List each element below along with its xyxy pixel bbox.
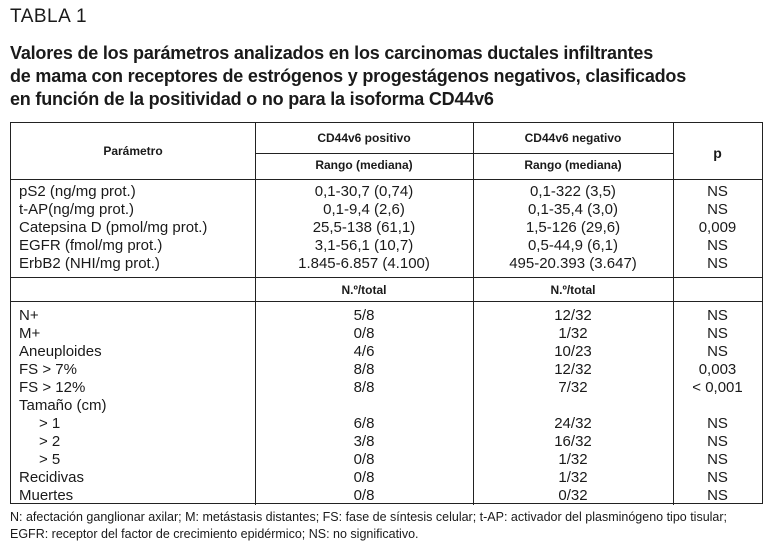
p-cell: NS bbox=[707, 201, 728, 218]
param-cell: > 5 bbox=[39, 451, 61, 468]
row-divider bbox=[11, 301, 762, 302]
value-cell: 0,1-9,4 (2,6) bbox=[323, 201, 405, 218]
value-cell: 5/8 bbox=[353, 307, 375, 324]
data-table bbox=[10, 122, 763, 504]
value-cell: 6/8 bbox=[353, 415, 375, 432]
value-cell: 1/32 bbox=[558, 469, 588, 486]
param-cell: Recidivas bbox=[19, 469, 85, 486]
title-line: en función de la positividad o no para la isoforma CD44v6 bbox=[10, 89, 494, 109]
value-cell: 0,5-44,9 (6,1) bbox=[527, 237, 619, 254]
title-line: de mama con receptores de estrógenos y progestágenos negativos, clasificados bbox=[10, 66, 687, 86]
header-rango-positivo: Rango (mediana) bbox=[315, 158, 413, 172]
param-cell: > 2 bbox=[39, 433, 61, 450]
value-cell: 24/32 bbox=[554, 415, 592, 432]
value-cell: 0/8 bbox=[353, 487, 375, 504]
value-cell: 3/8 bbox=[353, 433, 375, 450]
value-cell: 1,5-126 (29,6) bbox=[525, 219, 621, 236]
p-cell: NS bbox=[707, 183, 728, 200]
param-cell: FS > 7% bbox=[19, 361, 77, 378]
value-cell: 7/32 bbox=[558, 379, 588, 396]
value-cell: 3,1-56,1 (10,7) bbox=[314, 237, 414, 254]
p-cell: NS bbox=[707, 487, 728, 504]
p-cell: NS bbox=[707, 415, 728, 432]
param-cell: ErbB2 (NHI/mg prot.) bbox=[19, 255, 160, 272]
footnote-line: N: afectación ganglionar axilar; M: metástasis distantes; FS: fase de síntesis celular; t-AP: activador del plasminógeno tipo tisular; bbox=[10, 510, 728, 524]
p-cell: NS bbox=[707, 451, 728, 468]
param-cell: Aneuploides bbox=[19, 343, 102, 360]
p-cell: < 0,001 bbox=[692, 379, 743, 396]
p-cell: NS bbox=[707, 469, 728, 486]
value-cell: 25,5-138 (61,1) bbox=[312, 219, 416, 236]
table-footnote bbox=[10, 509, 772, 543]
param-cell: Catepsina D (pmol/mg prot.) bbox=[19, 219, 208, 236]
table-title bbox=[10, 42, 765, 111]
table-label: TABLA 1 bbox=[10, 6, 88, 27]
p-cell: NS bbox=[707, 237, 728, 254]
value-cell: 0/8 bbox=[353, 451, 375, 468]
header-total-negativo: N.º/total bbox=[550, 283, 596, 297]
value-cell: 8/8 bbox=[353, 361, 375, 378]
param-cell: t-AP(ng/mg prot.) bbox=[19, 201, 135, 218]
p-cell: 0,003 bbox=[698, 361, 737, 378]
param-cell: pS2 (ng/mg prot.) bbox=[19, 183, 136, 200]
param-cell: N+ bbox=[19, 307, 39, 324]
value-cell: 0/32 bbox=[558, 487, 588, 504]
header-cd44v6-positivo: CD44v6 positivo bbox=[317, 131, 411, 145]
value-cell: 16/32 bbox=[554, 433, 592, 450]
row-divider bbox=[255, 153, 673, 154]
p-cell: NS bbox=[707, 255, 728, 272]
header-cd44v6-negativo: CD44v6 negativo bbox=[524, 131, 622, 145]
row-divider bbox=[11, 179, 762, 180]
value-cell: 8/8 bbox=[353, 379, 375, 396]
param-cell: > 1 bbox=[39, 415, 61, 432]
value-cell: 0,1-322 (3,5) bbox=[530, 183, 616, 200]
header-rango-negativo: Rango (mediana) bbox=[524, 158, 622, 172]
value-cell: 0/8 bbox=[353, 325, 375, 342]
row-divider bbox=[11, 277, 762, 278]
header-parametro: Parámetro bbox=[103, 144, 163, 158]
footnote-line: EGFR: receptor del factor de crecimiento epidérmico; NS: no significativo. bbox=[10, 527, 419, 541]
param-cell: M+ bbox=[19, 325, 41, 342]
p-cell: NS bbox=[707, 307, 728, 324]
value-cell: 12/32 bbox=[554, 307, 592, 324]
value-cell: 1/32 bbox=[558, 325, 588, 342]
value-cell: 10/23 bbox=[554, 343, 592, 360]
param-cell: FS > 12% bbox=[19, 379, 86, 396]
value-cell: 4/6 bbox=[353, 343, 375, 360]
title-line: Valores de los parámetros analizados en los carcinomas ductales infiltrantes bbox=[10, 43, 654, 63]
p-cell: NS bbox=[707, 325, 728, 342]
value-cell: 1/32 bbox=[558, 451, 588, 468]
value-cell: 0,1-30,7 (0,74) bbox=[314, 183, 414, 200]
param-cell: Tamaño (cm) bbox=[19, 397, 107, 414]
value-cell: 495-20.393 (3.647) bbox=[509, 255, 637, 272]
value-cell: 1.845-6.857 (4.100) bbox=[298, 255, 430, 272]
param-cell: Muertes bbox=[19, 487, 74, 504]
header-p: p bbox=[713, 145, 722, 161]
param-cell: EGFR (fmol/mg prot.) bbox=[19, 237, 163, 254]
p-cell: NS bbox=[707, 433, 728, 450]
header-total-positivo: N.º/total bbox=[341, 283, 387, 297]
value-cell: 12/32 bbox=[554, 361, 592, 378]
value-cell: 0/8 bbox=[353, 469, 375, 486]
p-cell: NS bbox=[707, 343, 728, 360]
p-cell: 0,009 bbox=[698, 219, 737, 236]
value-cell: 0,1-35,4 (3,0) bbox=[527, 201, 619, 218]
